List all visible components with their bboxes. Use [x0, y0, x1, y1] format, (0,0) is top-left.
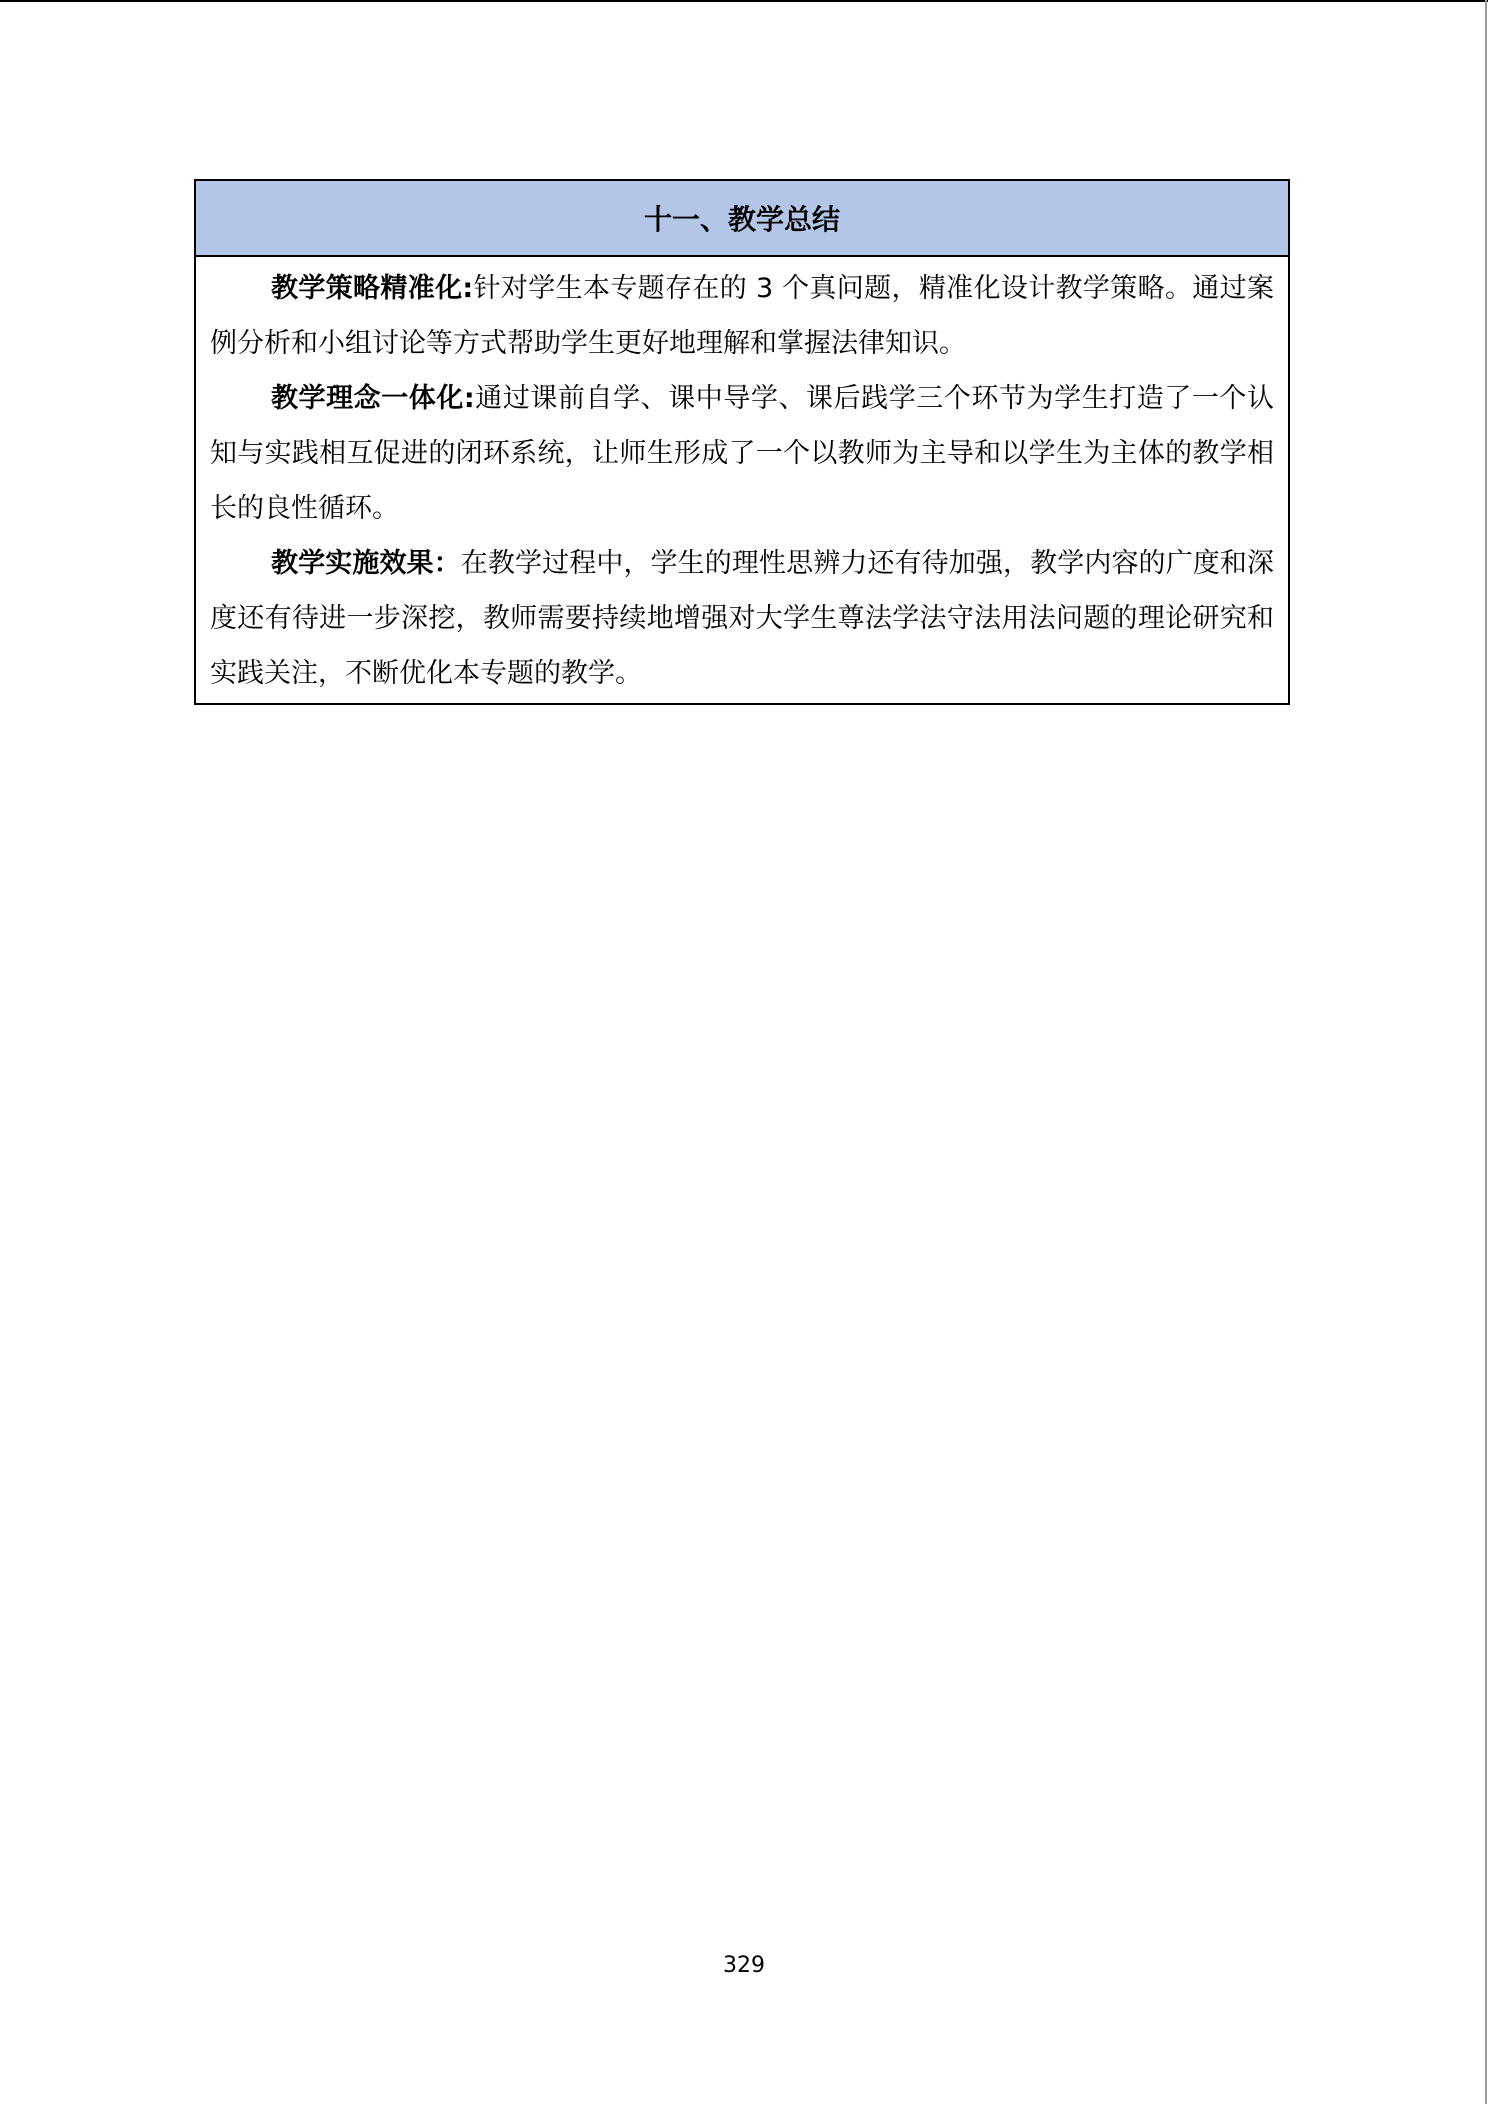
paragraph-strategy — [210, 261, 1274, 371]
table-body — [196, 257, 1288, 703]
page-number: 329 — [723, 1953, 765, 1978]
summary-table — [194, 179, 1290, 705]
paragraph-effect — [210, 536, 1274, 701]
paragraph-philosophy — [210, 371, 1274, 536]
paragraph-text: 针对学生本专题存在的 3 个真问题，精准化设计教学策略。通过案例分析和小组讨论等方式帮助学生更好地理解和掌握法律知识。 — [210, 273, 1274, 359]
page-right-border — [1485, 0, 1487, 2104]
paragraph-lead: 教学理念一体化: — [271, 383, 475, 414]
paragraph-lead: 教学策略精准化: — [271, 273, 474, 304]
page-top-border — [0, 0, 1488, 2]
section-title: 十一、教学总结 — [196, 181, 1288, 257]
paragraph-text: 通过课前自学、课中导学、课后践学三个环节为学生打造了一个认知与实践相互促进的闭环系统，让师生形成了一个以教师为主导和以学生为主体的教学相长的良性循环。 — [210, 383, 1274, 524]
paragraph-lead: 教学实施效果： — [271, 548, 461, 579]
paragraph-text: 在教学过程中，学生的理性思辨力还有待加强，教学内容的广度和深度还有待进一步深挖，教师需要持续地增强对大学生尊法学法守法用法问题的理论研究和实践关注，不断优化本专题的教学。 — [210, 548, 1275, 689]
